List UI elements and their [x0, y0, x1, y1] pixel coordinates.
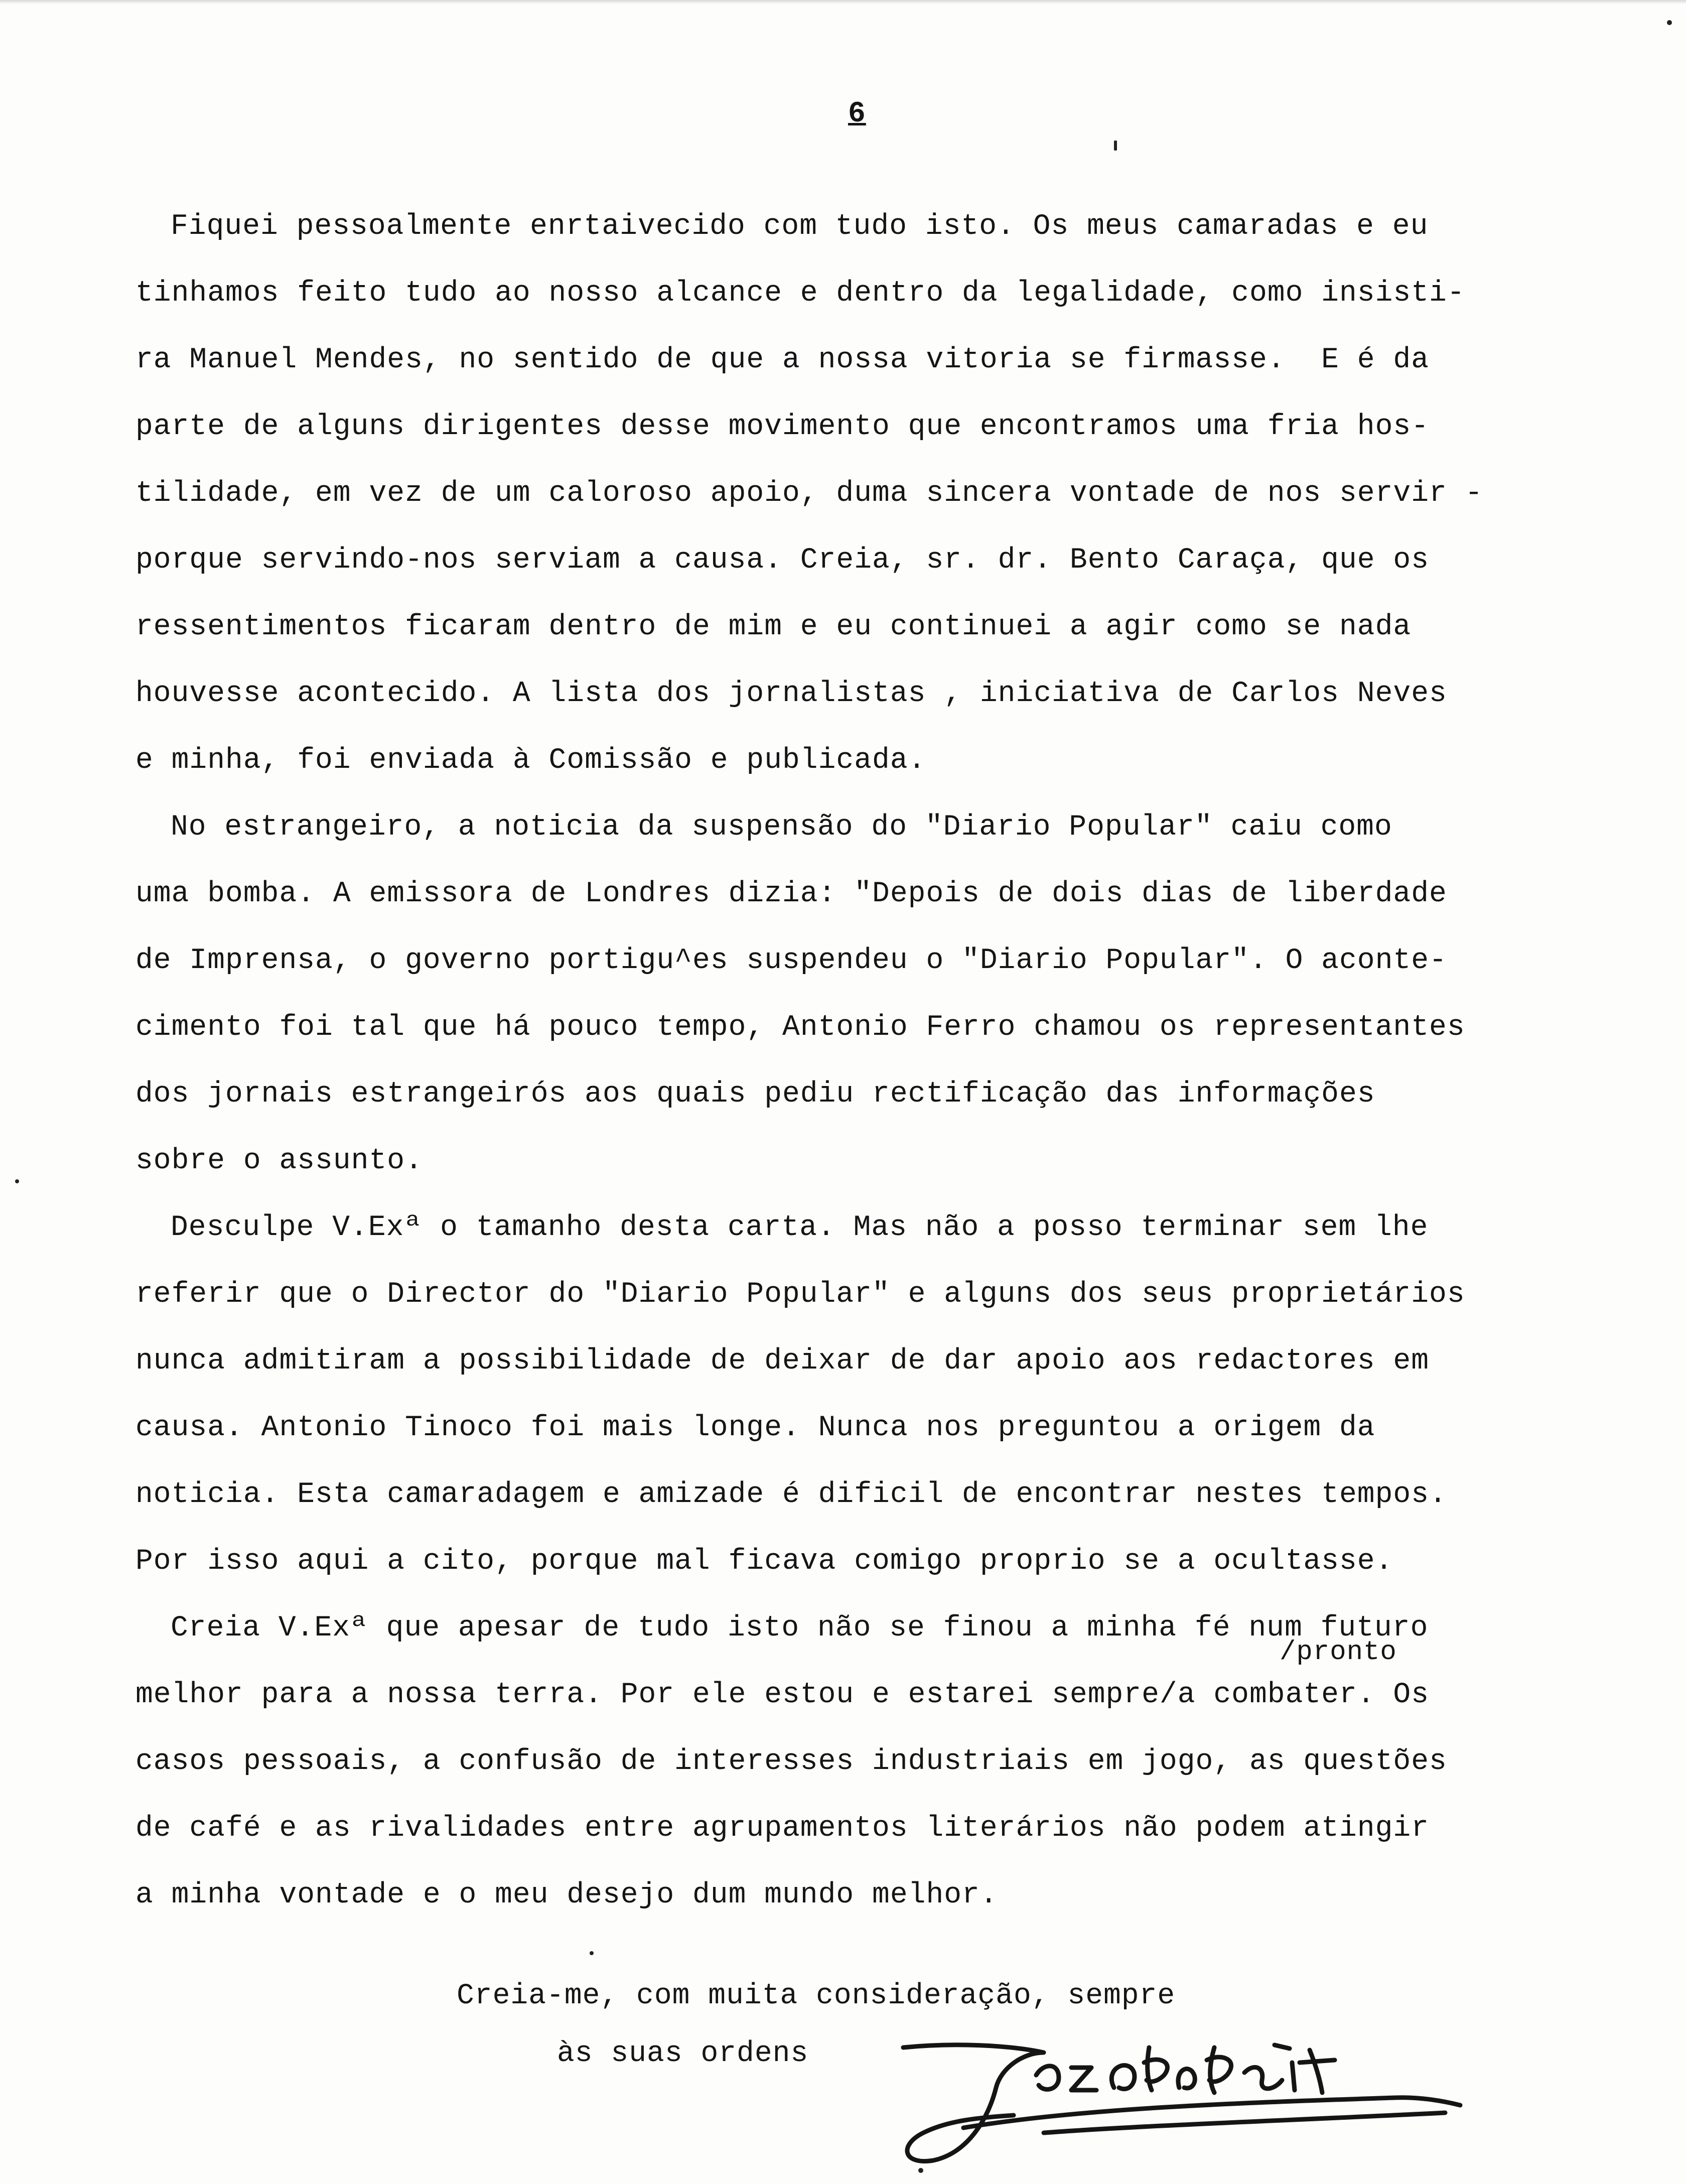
letter-body: [135, 193, 1616, 1929]
letter-line: e minha, foi enviada à Comissão e publicada.: [135, 744, 926, 777]
ink-speck: [590, 1951, 594, 1955]
letter-line: a minha vontade e o meu desejo dum mundo melhor.: [135, 1879, 998, 1912]
letter-line: dos jornais estrangeirós aos quais pediu rectificação das informações: [135, 1078, 1375, 1111]
ink-speck: [1667, 20, 1672, 25]
letter-line: nunca admitiram a possibilidade de deixar de dar apoio aos redactores em: [135, 1345, 1430, 1378]
scan-edge: [0, 0, 1686, 4]
handwritten-signature: [893, 2032, 1470, 2178]
letter-line: ressentimentos ficaram dentro de mim e eu continuei a agir como se nada: [135, 611, 1412, 643]
letter-line: tinhamos feito tudo ao nosso alcance e dentro da legalidade, como insisti-: [135, 277, 1465, 310]
ink-speck: [918, 2168, 923, 2173]
letter-line: tilidade, em vez de um caloroso apoio, duma sincera vontade de nos servir -: [135, 477, 1483, 510]
letter-line: Por isso aqui a cito, porque mal ficava comigo proprio se a ocultasse.: [135, 1545, 1393, 1578]
ink-speck: [1114, 141, 1117, 151]
letter-line: cimento foi tal que há pouco tempo, Antonio Ferro chamou os representantes: [135, 1011, 1465, 1044]
letter-line: de Imprensa, o governo portigu^es suspendeu o "Diario Popular". O aconte-: [135, 944, 1447, 977]
letter-line: de café e as rivalidades entre agrupamentos literários não podem atingir: [135, 1812, 1430, 1845]
letter-line: uma bomba. A emissora de Londres dizia: "Depois de dois dias de liberdade: [135, 878, 1447, 910]
closing-line: às suas ordens: [557, 2037, 809, 2070]
page-number: 6: [848, 98, 866, 130]
letter-line: No estrangeiro, a noticia da suspensão do "Diario Popular" caiu como: [171, 811, 1392, 844]
letter-line: ra Manuel Mendes, no sentido de que a nossa vitoria se firmasse. E é da: [135, 344, 1430, 376]
letter-line: parte de alguns dirigentes desse movimento que encontramos uma fria hos-: [135, 411, 1430, 443]
letter-line: melhor para a nossa terra. Por ele estou e estarei sempre/a combater. Os: [135, 1679, 1430, 1711]
letter-line: referir que o Director do "Diario Popular" e alguns dos seus proprietários: [135, 1278, 1465, 1311]
closing-line: Creia-me, com muita consideração, sempre: [457, 1980, 1176, 2012]
letter-line: porque servindo-nos serviam a causa. Creia, sr. dr. Bento Caraça, que os: [135, 544, 1430, 577]
letter-line: noticia. Esta camaradagem e amizade é dificil de encontrar nestes tempos.: [135, 1478, 1447, 1511]
letter-line: Fiquei pessoalmente enrtaivecido com tudo isto. Os meus camaradas e eu: [171, 210, 1429, 243]
letter-line: Creia V.Exª que apesar de tudo isto não se finou a minha fé num futuro: [171, 1612, 1429, 1645]
letter-line: sobre o assunto.: [135, 1145, 423, 1177]
letter-line: houvesse acontecido. A lista dos jornalistas , iniciativa de Carlos Neves: [135, 677, 1447, 710]
letter-line: causa. Antonio Tinoco foi mais longe. Nunca nos preguntou a origem da: [135, 1412, 1375, 1444]
letter-line: Desculpe V.Exª o tamanho desta carta. Mas não a posso terminar sem lhe: [171, 1211, 1429, 1244]
interlinear-insertion: /pronto: [1280, 1637, 1397, 1668]
letter-line: casos pessoais, a confusão de interesses industriais em jogo, as questões: [135, 1745, 1447, 1778]
ink-speck: [15, 1179, 19, 1183]
